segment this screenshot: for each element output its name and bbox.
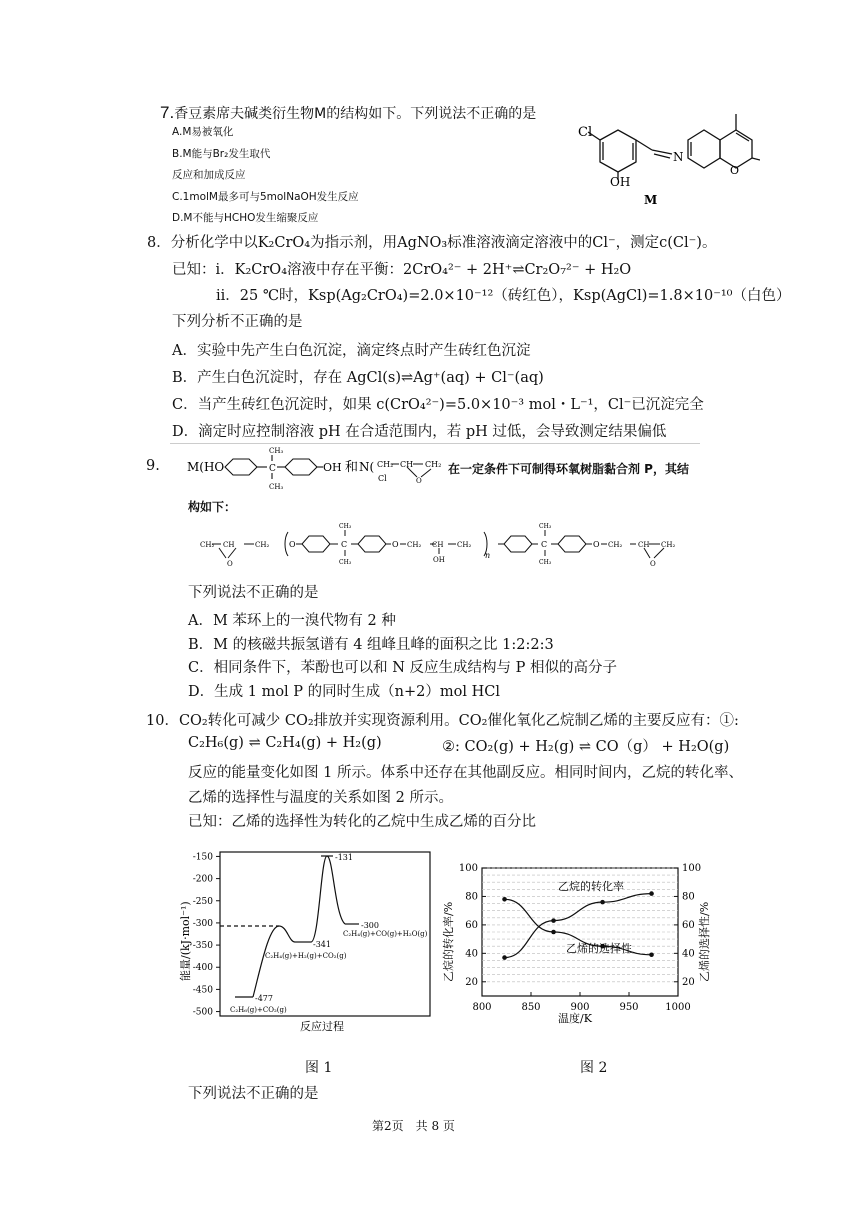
- q10-line-3: 反应的能量变化如图 1 所示。体系中还存在其他副反应。相同时间内，乙烷的转化率、: [188, 765, 743, 781]
- fig1-ytick-label: -400: [192, 963, 213, 974]
- page-footer: 第2页 共 8 页: [372, 1119, 455, 1133]
- q9-m-label: M(HO: [187, 460, 225, 474]
- q10-reaction-1: C₂H₆(g) ⇌ C₂H₄(g) + H₂(g): [188, 735, 382, 751]
- fig1-ytick-label: -450: [192, 985, 213, 996]
- q9-option-d: D．生成 1 mol P 的同时生成（n+2）mol HCl: [188, 684, 500, 700]
- p-ch-1: CH: [223, 541, 235, 549]
- fig1-level-477: -477: [255, 994, 273, 1003]
- fig2-ylabel: 乙烷的转化率/%: [442, 901, 455, 982]
- fig2-xtick-label: 900: [570, 1002, 590, 1013]
- q9-c-center: C: [269, 464, 276, 474]
- fig2-ytick-label: 40: [465, 948, 478, 960]
- figure-2-chart: [440, 852, 720, 1032]
- fig2-ytick-label: 20: [465, 976, 478, 988]
- fig1-ytick-label: -200: [192, 874, 213, 885]
- q8-option-c: C．当产生砖红色沉淀时，如果 c(CrO₄²⁻)=5.0×10⁻³ mol・L⁻¹，Cl⁻已沉淀完全: [172, 397, 704, 413]
- q7-option-c: C.1molM最多可与5molNaOH发生反应: [172, 191, 359, 203]
- q9-option-c: C．相同条件下，苯酚也可以和 N 反应生成结构与 P 相似的高分子: [188, 660, 617, 676]
- figure-1-energy-diagram: [175, 846, 445, 1036]
- q8-stem: 8．分析化学中以K₂CrO₄为指示剂，用AgNO₃标准溶液滴定溶液中的Cl⁻，测定c(Cl⁻)。: [147, 235, 717, 251]
- q7-option-b: B.M能与Br₂发生取代: [172, 148, 271, 160]
- fig2-point-1: [551, 930, 556, 935]
- q9-stem-tail: 在一定条件下可制得环氧树脂黏合剂 P，其结: [448, 462, 689, 476]
- fig2-point-1: [649, 952, 654, 957]
- fig1-ytick-label: -300: [192, 918, 213, 929]
- q8-known-2: ii．25 ℃时，Ksp(Ag₂CrO₄)=2.0×10⁻¹²（砖红色），Ksp(AgCl)=1.8×10⁻¹⁰（白色）: [216, 288, 791, 304]
- p-ch2-6: CH₂: [661, 541, 676, 549]
- q9-ch3-top: CH₃: [269, 447, 284, 455]
- q7-option-b-cont: 反应和加成反应: [172, 169, 246, 181]
- fig1-ytick-label: -250: [192, 896, 213, 907]
- fig1-level-300: -300: [361, 921, 379, 930]
- p-o-1: O: [289, 540, 296, 549]
- p-o-3: O: [593, 540, 600, 549]
- fig2-ytick-label: 80: [465, 891, 478, 903]
- q8-option-d: D．滴定时应控制溶液 pH 在合适范围内，若 pH 过低，会导致测定结果偏低: [172, 424, 667, 440]
- q7-o1-label: O: [730, 164, 740, 177]
- q8-option-b: B．产生白色沉淀时，存在 AgCl(s)⇌Ag⁺(aq) + Cl⁻(aq): [172, 370, 544, 386]
- fig2-y2tick-label: 100: [682, 863, 702, 874]
- p-ch3-1: CH₃: [339, 523, 352, 530]
- q9-and: 和: [345, 460, 359, 475]
- fig2-caption: 图 2: [580, 1060, 608, 1076]
- q9-num: 9.: [146, 458, 160, 474]
- fig1-level-131: -131: [335, 853, 353, 862]
- q9-oh-m: OH: [323, 461, 342, 474]
- q9-n-ch2: CH₂: [377, 460, 394, 469]
- fig2-y2tick-label: 40: [682, 948, 695, 960]
- fig2-series-label-conversion: 乙烷的转化率: [558, 880, 624, 893]
- p-ch2-5: CH₂: [608, 541, 623, 549]
- q9-n-o: O: [416, 477, 422, 485]
- p-ch2-2: CH₂: [255, 541, 270, 549]
- fig1-species-477: C₂H₆(g)+CO₂(g): [230, 1006, 287, 1014]
- fig2-ytick-label: 60: [465, 919, 478, 931]
- fig1-ytick-label: -500: [192, 1007, 213, 1018]
- q9-n-label: N(: [359, 460, 375, 474]
- q10-reaction-2: ②: CO₂(g) + H₂(g) ⇌ CO（g） + H₂O(g): [442, 739, 730, 755]
- p-oh: OH: [433, 556, 445, 564]
- fig2-point-0: [551, 918, 556, 923]
- p-ch3-2: CH₃: [339, 559, 352, 566]
- q10-line-1: 10．CO₂转化可减少 CO₂排放并实现资源利用。CO₂催化氧化乙烷制乙烯的主要反应有：①:: [146, 713, 739, 729]
- p-o-2: O: [392, 540, 399, 549]
- q7-m-label: M: [644, 193, 658, 207]
- q8-known-1: 已知：i．K₂CrO₄溶液中存在平衡：2CrO₄²⁻ + 2H⁺⇌Cr₂O₇²⁻ + H₂O: [172, 262, 632, 278]
- q7-option-d: D.M不能与HCHO发生缩聚反应: [172, 212, 319, 224]
- fig2-y2label: 乙烯的选择性/%: [698, 901, 711, 982]
- q10-ask: 下列说法不正确的是: [188, 1086, 319, 1102]
- q7-structure-m: [560, 110, 760, 210]
- fig2-xlabel: 温度/K: [558, 1012, 592, 1025]
- fig2-xtick-label: 800: [472, 1002, 492, 1013]
- q9-ch3-bottom: CH₃: [269, 483, 284, 491]
- p-ch-3: CH: [638, 541, 650, 549]
- fig1-species-300: C₂H₄(g)+CO(g)+H₂O(g): [343, 930, 428, 938]
- fig2-ytick-label: 100: [458, 863, 478, 874]
- p-ch2-1: CH₂: [200, 541, 215, 549]
- q7-n-label: N: [673, 150, 684, 164]
- q8-option-a: A．实验中先产生白色沉淀，滴定终点时产生砖红色沉淀: [172, 343, 531, 359]
- q9-n-cl: Cl: [378, 474, 387, 483]
- fig2-y2tick-label: 60: [682, 919, 695, 931]
- fig1-ylabel: 能量/(kJ·mol⁻¹): [179, 901, 192, 981]
- p-c-2: C: [541, 540, 548, 549]
- p-ch3-4: CH₃: [539, 559, 552, 566]
- fig1-level-341: -341: [313, 940, 331, 949]
- fig2-xtick-label: 950: [619, 1002, 639, 1013]
- q7-option-a: A.M易被氧化: [172, 126, 234, 138]
- p-o-epoxide-2: O: [650, 560, 656, 568]
- p-n-subscript: n: [485, 551, 491, 560]
- q9-option-a: A．M 苯环上的一溴代物有 2 种: [188, 613, 396, 629]
- q8-ask: 下列分析不正确的是: [172, 314, 303, 330]
- fig1-caption: 图 1: [305, 1060, 333, 1076]
- section-divider: [170, 443, 700, 444]
- fig2-series-label-selectivity: 乙烯的选择性: [566, 942, 632, 955]
- fig1-xlabel: 反应过程: [300, 1020, 344, 1033]
- q9-n-ch2b: CH₂: [425, 460, 442, 469]
- p-ch3-3: CH₃: [539, 523, 552, 530]
- fig2-y2tick-label: 80: [682, 891, 695, 903]
- fig2-point-0: [600, 900, 605, 905]
- q9-n-ch: CH: [400, 460, 414, 469]
- q9-stem-2: 构如下：: [188, 500, 237, 514]
- q10-line-5: 已知：乙烯的选择性为转化的乙烷中生成乙烯的百分比: [188, 814, 536, 830]
- fig2-point-1: [502, 897, 507, 902]
- fig2-xtick-label: 850: [521, 1002, 541, 1013]
- q7-cl-label: Cl: [578, 125, 593, 140]
- q9-ask: 下列说法不正确的是: [188, 585, 319, 601]
- q7-oh-label: OH: [610, 175, 631, 189]
- p-ch2-3: CH₂: [407, 541, 422, 549]
- p-c-1: C: [341, 540, 348, 549]
- fig2-point-0: [649, 891, 654, 896]
- fig2-y2tick-label: 20: [682, 976, 695, 988]
- q7-stem: 7.香豆素席夫碱类衍生物M的结构如下。下列说法不正确的是: [160, 103, 537, 122]
- q9-polymer-p: [198, 518, 698, 570]
- fig1-species-341: C₂H₄(g)+H₂(g)+CO₂(g): [265, 952, 347, 960]
- p-ch2-4: CH₂: [457, 541, 472, 549]
- fig2-point-0: [502, 955, 507, 960]
- p-o-epoxide-1: O: [227, 560, 233, 568]
- q9-option-b: B．M 的核磁共振氢谱有 4 组峰且峰的面积之比 1:2:2:3: [188, 637, 554, 653]
- fig2-xtick-label: 1000: [665, 1002, 691, 1013]
- p-ch-2: CH: [432, 541, 444, 549]
- fig1-ytick-label: -150: [192, 852, 213, 863]
- fig1-ytick-label: -350: [192, 941, 213, 952]
- q10-line-4: 乙烯的选择性与温度的关系如图 2 所示。: [188, 790, 453, 806]
